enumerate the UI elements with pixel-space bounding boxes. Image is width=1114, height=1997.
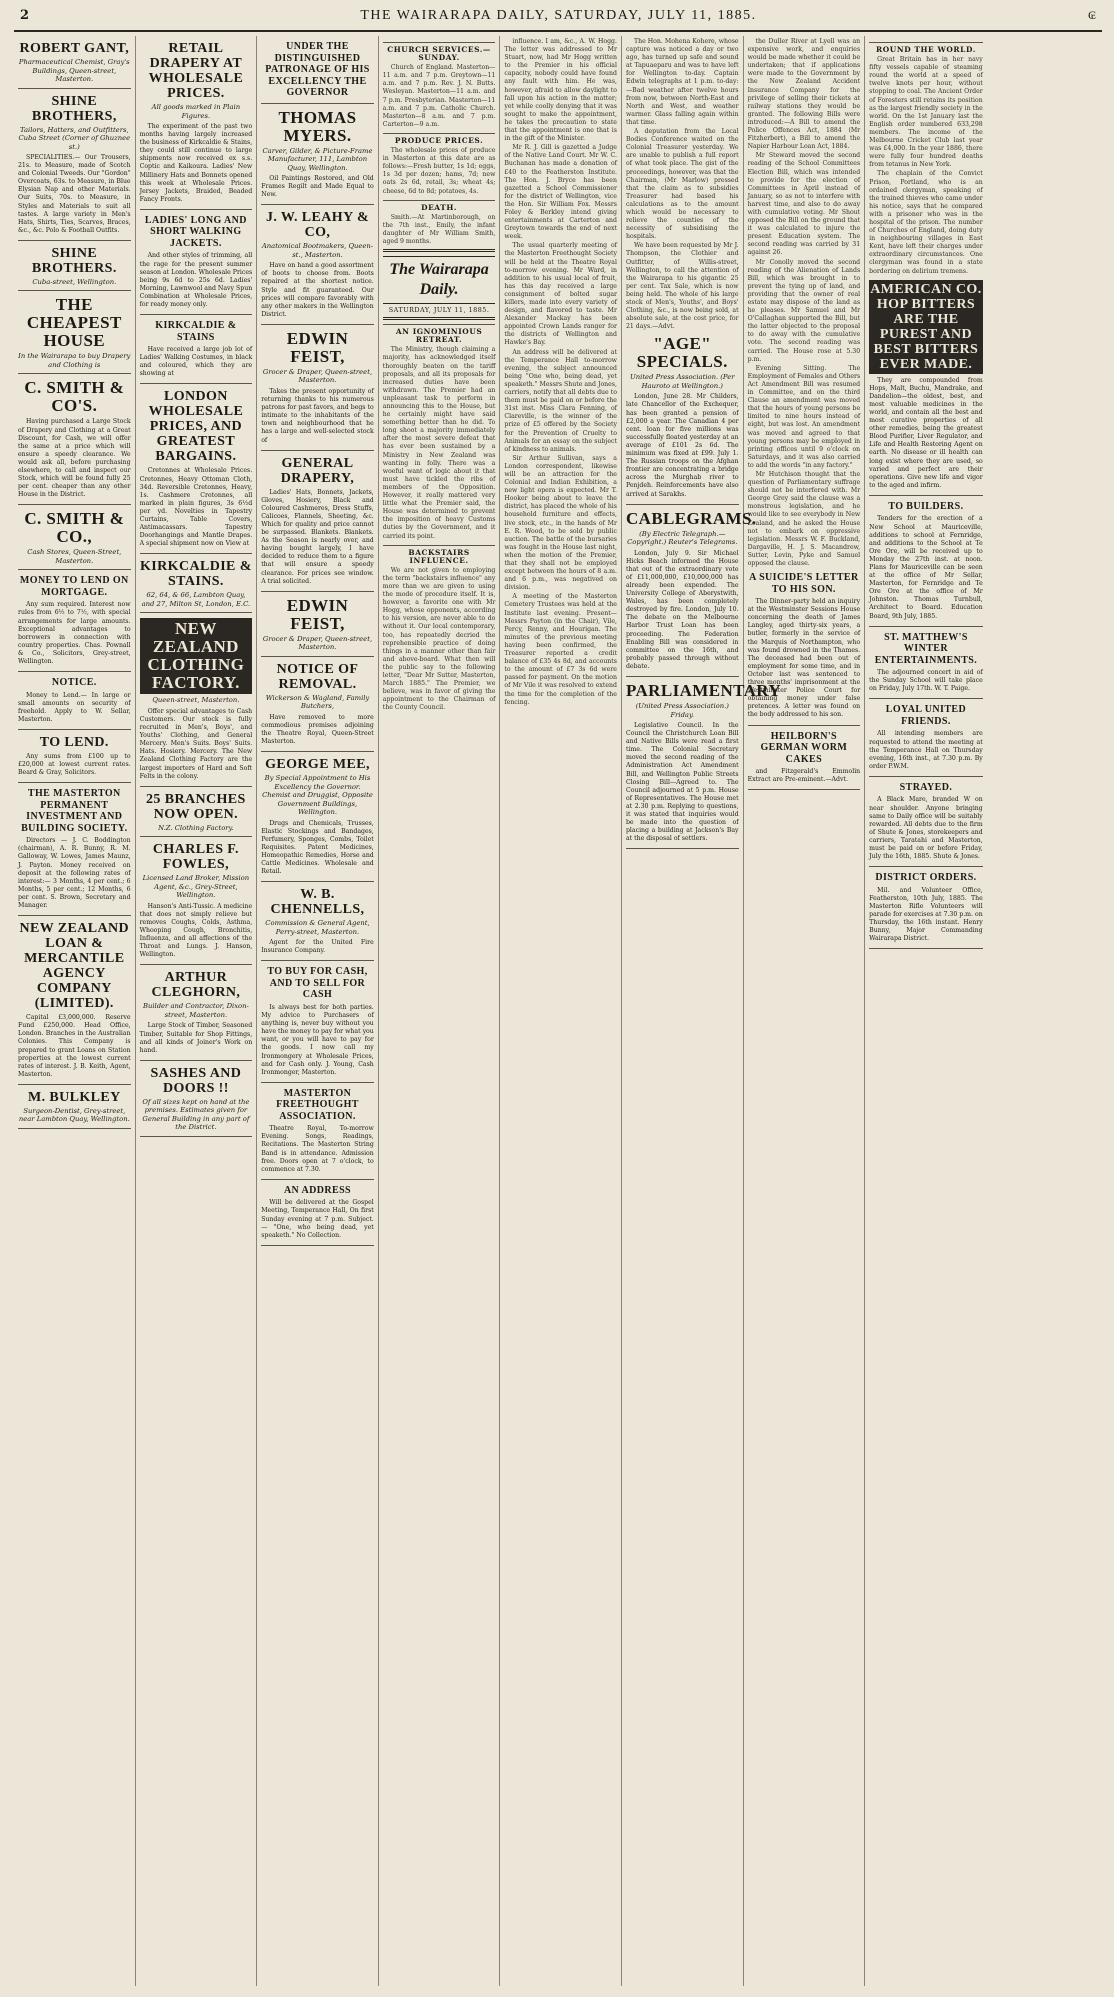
advertisement-heading: SHINE BROTHERS, [31, 93, 117, 124]
article-paragraph: Mr Conolly moved the second reading of the Alienation of Lands Bill, which was brought in to prevent the tying up of land, and providing that the owner of real estate may dispose of the land as he pleases. Mr Samuel and Mr O'Callaghan supported the Bill, but the latter objected to the proposal to do away with the cumulative vote. The second reading was carried. The House rose at 5.30 p.m. [747, 258, 861, 363]
advertisement-subheading: Wickerson & Wagland, Family Butchers, [265, 693, 370, 711]
column-container [14, 36, 1102, 1986]
article-paragraph: The usual quarterly meeting of the Masterton Freethought Society will be held at the Theatre Royal to-morrow evening. Mr Ward, in addition to his usual local of fruit, has this day received a large consignment of bolted sugar killers, made into every variety of design, and flavored to taste. Mr Alexander Mackay has been appointed Crown Lands ranger for the districts of Wellington and Hawke's Bay. [504, 242, 617, 347]
advertisement-heading: "AGE" SPECIALS. [636, 334, 728, 372]
advertisement-body: Cretonnes at Wholesale Prices. Cretonnes, Heavy Ottoman Cloth, 34d. Reversible Cretonnes, Heavy, 1s. Cashmere Cretonnes, all marked in plain figures, 3s 6½d per yd. Novelties in Tapestry Curtains, Table Covers, Antimacassars. Tapestry Doorhangings and Mantle Drapes. A special shipment now on View at [139, 467, 253, 548]
advertisement-heading: GENERAL DRAPERY, [280, 455, 355, 486]
advertisement [261, 207, 374, 325]
advertisement-body: London, June 28. Mr Childers, late Chancellor of the Exchequer, has been granted a pension of £2,000 a year. The Canadian 4 per cent. loan for five millions was successfully floated yesterday at an average of £101 2s 6d. The minimum was fixed at £99. July 1. The Russian troops on the Afghan frontier are concentrating a bridge across the Murghab river to Penjdeh. Reinforcements have also arrived at Sarakhs. [625, 393, 739, 498]
advertisement [748, 569, 861, 725]
section-heading: CHURCH SERVICES.—SUNDAY. [383, 42, 496, 62]
advertisement-body: Takes the present opportunity of returning thanks to his numerous patrons for past favors, and begs to intimate to the inhabitants of the town and neighbourhood that he has a large and well-selected stock of [261, 387, 374, 444]
newspaper-column [257, 36, 379, 1986]
advertisement [140, 212, 253, 315]
newspaper-column [744, 36, 866, 1986]
advertisement-subheading: In the Wairarapa to buy Drapery and Clothing is [18, 352, 131, 369]
advertisement-subheading: 62, 64, & 66, Lambton Quay, and 27, Milton St, London, E.C. [141, 591, 251, 608]
advertisement-subheading: Cash Stores, Queen-Street, Masterton. [27, 548, 122, 565]
advertisement [869, 779, 983, 867]
newspaper-column [14, 36, 136, 1986]
advertisement-body: Is always best for both parties. My advice to Purchasers of anything is, never buy without you have the money to pay for what you want, or you will have to pay for the goods. I now call my Ironmongery at Wholesale Prices, and for Cash only. J. Young, Cash Ironmonger, Masterton. [261, 1003, 374, 1076]
advertisement-body: All intending members are requested to attend the meeting at the Temperance Hall on Thursday evening, 16th inst., at 7.30 p.m. By order P.W.M. [869, 730, 983, 770]
article-paragraph: Evening Sitting. The Employment of Females and Others Act Amendment Bill was resumed in Committee, and on the third Clause an amendment was moved that the hours of young persons be limited to nine hours instead of eight, but was lost. An amendment was moved and agreed to that young persons may be employed in printing offices until 9 o'clock on Saturdays, and it was also carried to add the words "in any factory." [747, 364, 861, 469]
advertisement [261, 453, 374, 592]
advertisement-heading: KIRKCALDIE & STAINS [155, 320, 237, 343]
advertisement-body: Any sum required. Interest now rules from 6½ to 7½, with special arrangements for large amounts. Exceptional advantages to borrowers in connection with country properties. Chas. Pownall & Co., Solicitors, Grey-street, Wellington. [18, 601, 131, 666]
article-paragraph: Sir Arthur Sullivan, says a London correspondent, likewise will be an attraction for the Colonial and Indian Exhibition, a new light opera is expected. Mr T. Hooker being about to leave the district, has placed the whole of his household furniture and effects, live stock, etc., in the hands of Mr E. R. Wood, to be sold by public auction. The battle of the bursaries was fought in the House last night, when the motion of the Premier, that they shall not be employed except between the hours of 8 a.m. and 6 p.m., was negatived on division. [504, 454, 617, 592]
advertisement-body: Drugs and Chemicals, Trusses, Elastic Stockings and Bandages, Perfumery, Sponges, Combs, Toilet Requisites. Patent Medicines, Homeopathic Remedies, Horse and Cattle Medicines. Wholesale and Retail. [261, 819, 374, 876]
article-paragraph: influence. I am, &c., A. W. Hogg. The letter was addressed to Mr Stuart, now, had Mr Hogg written to the Premier in his official capacity, nobody could have found any fault with him. He was, however, afraid to allow daylight to fall upon his action in the matter; yet while coolly denying that it was sought to make the appointment, he takes the precaution to state that the appointment is one that is in the gift of the Minister. [504, 38, 617, 143]
advertisement-heading: HEILBORN'S GERMAN WORM CAKES [760, 730, 848, 765]
advertisement-body: Legislative Council. In the Council the Christchurch Loan Bill and Native Bills were read a first time. The Colonial Secretary moved the second reading of the Administration Act Amendment Bill, and Wellington Public Streets Closing Bill—Agreed to. The Council adjourned at 5 p.m. House of Representatives. The House met at 2.30 p.m. Replying to questions, it was stated that inquiries would be made into the question of placing a building at Jackson's Bay at the disposal of settlers. [625, 722, 739, 843]
article-paragraph: An address will be delivered at the Temperance Hall to-morrow evening, the subject announced being "One who, being dead, yet speaketh." Messrs Shute and Jones, carriers, notify that all debts due to them must be paid on or before the 31st inst. Miss Clara Fenning, of Clareville, is the winner of the prize of £5 offered by the Society for the Prevention of Cruelty to Animals for an essay on the subject of kindness to animals. [504, 348, 617, 453]
advertisement-body: SPECIALITIES.— Our Trousers, 21s. to Measure, made of Scotch and Colonial Tweeds. Our "Gordon" Overcoats, 63s. to Measure, in Blue Elysian Nap and other Materials. Our Suits, 70s. to Measure, in Styles and Materials to suit all tastes. A large variety in Men's Hats, Shirts, Ties, Scarves, Braces, &c., &c. Polo & Football Outfits. [18, 154, 131, 234]
advertisement [748, 728, 861, 791]
editorial-dateline: SATURDAY, JULY 11, 1885. [388, 306, 490, 315]
article-paragraph: We have been requested by Mr J. Thompson, the Clothier and Outfitter, of Willis-street, Wellington, to call the attention of the Wairarapa to his gigantic 25 per cent. Tax Sale, which is now being held. The whole of his large stock of Men's, Youths', and Boys' Clothing, &c., is now being sold, at absolute sale, at the cost price, for 21 days.—Advt. [625, 242, 739, 331]
advertisement-heading: SASHES AND DOORS !! [150, 1065, 242, 1096]
advertisement [869, 629, 983, 700]
article-paragraph: Mr R. J. Gill is gazetted a Judge of the Native Land Court. Mr W. C. Buchanan has made a donation of £40 to the Featherston Institute. The Hon. J. Bryce has been gazetted a School Commissioner for the district of Wellington, vice the Hon. Sir William Fox. Messrs Foley & Berkley intend giving entertainments at Carterton and Greytown towards the end of next week. [504, 144, 617, 241]
advertisement-body: Directors — J. C. Boddington (chairman), A. R. Bunny, R. M. Galloway, W. Lowes, James Maunz, J. Payton. Money received on deposit at the following rates of interest:— 3 Months, 4 per cent.; 6 Months, 5 per cent.; 12 Months, 6 per cent. S. Brown, Secretary and Manager. [18, 837, 131, 910]
section-heading: BACKSTAIRS INFLUENCE. [383, 545, 496, 565]
advertisement-subheading: Carver, Gilder, & Picture-Frame Manufacturer, 111, Lambton Quay, Wellington. [262, 146, 373, 172]
advertisement [869, 277, 983, 496]
section-heading: PRODUCE PRICES. [383, 133, 496, 145]
advertisement-heading: LONDON WHOLESALE PRICES, AND GREATEST BARGAINS. [148, 389, 244, 465]
advertisement [261, 1182, 374, 1246]
advertisement-heading: C. SMITH & CO., [24, 509, 125, 547]
advertisement-heading: MASTERTON FREETHOUGHT ASSOCIATION. [276, 1087, 359, 1122]
advertisement-body: The adjourned concert in aid of the Sunday School will take place on Friday, July 17th. W. T. Paige. [869, 669, 983, 693]
advertisement-heading: ROBERT GANT, [19, 41, 130, 56]
advertisement-heading: A SUICIDE'S LETTER TO HIS SON. [749, 572, 859, 595]
advertisement [261, 1085, 374, 1180]
advertisement-heading: THE CHEAPEST HOUSE [26, 295, 122, 351]
advertisement-heading: THOMAS MYERS. [278, 107, 357, 145]
advertisement [18, 732, 131, 783]
advertisement [140, 556, 253, 613]
advertisement [261, 884, 374, 961]
advertisement-subheading: Pharmaceutical Chemist, Gray's Buildings, Queen-street, Masterton. [18, 58, 130, 83]
article-paragraph: A deputation from the Local Bodies Conference waited on the Colonial Treasurer yesterday. We are unable to publish a full report of what took place. The gist of the proceedings, however, was that the Chairman, (Mr Marlow) pressed that the claim as to subsidies Treasurer had based his calculations as to the amount which would be necessary to relieve the counties of the necessity of subsidising the hospitals. [625, 128, 739, 241]
advertisement [18, 38, 131, 89]
advertisement-subheading: Grocer & Draper, Queen-street, Masterton. [262, 367, 373, 385]
section-heading: ROUND THE WORLD. [869, 42, 983, 54]
advertisement-subheading: Grocer & Draper, Queen-street, Masterton. [262, 634, 373, 652]
article-paragraph: The chaplain of the Convict Prison, Portland, who is an ordained clergyman, speaking of the trained thieves who came under his notice, says that he compared with a prisoner who was in the hospital of the prison. The number of Churches of England, doing duty in neighbouring villages in East Kent, have left their charges under extraordinary circumstances. One clergyman was found in a state bordering on delirium tremens. [869, 170, 983, 275]
article-paragraph: Smith.—At Martinborough, on the 7th inst., Emily, the infant daughter of Mr William Smith, aged 9 months. [382, 213, 496, 245]
advertisement-heading: GEORGE MEE, [265, 757, 370, 773]
advertisement-heading: TO LEND. [39, 735, 109, 750]
advertisement [140, 317, 253, 384]
advertisement [18, 918, 131, 1085]
advertisement-subheading: Anatomical Bootmakers, Queen-st., Masterton. [261, 242, 374, 259]
advertisement-body: They are compounded from Hops, Malt, Buchu, Mandrake, and Dandelion—the oldest, best, and most valuable medicines in the world, and contain all the best and most curative properties of all other remedies, being the greatest Blood Purifier, Liver Regulator, and Life and Health Restoring Agent on earth. No disease or ill health can long exist where they are used, so varied and perfect are their operations. Give new life and vigor to the aged and infirm. [869, 376, 983, 489]
advertisement-body: Offer special advantages to Cash Customers. Our stock is fully recruited in Men's, Boys', and Youths' Clothing, and General Mercery. Men's Suits. Boys' Suits. Hats. Hosiery. Mercery. The New Zealand Clothing Factory are the largest importers of Hard and Soft Felts in the colony. [139, 707, 253, 780]
newspaper-column [500, 36, 622, 1986]
advertisement [18, 91, 131, 241]
advertisement-body: Have removed to more commodious premises adjoining the Theatre Royal, Queen-Street Masterton. [261, 713, 374, 745]
advertisement [625, 507, 757, 677]
advertisement-heading: NOTICE. [51, 677, 97, 689]
advertisement-body: And other styles of trimming, all the rage for the present summer season at London. Wholesale Prices being 9s 6d to 25s 6d. Ladies' Morning, Lawnwool and Navy Spun Combination at Wholesale Prices, for ready money only. [139, 252, 253, 308]
advertisement [18, 572, 131, 672]
advertisement [261, 327, 374, 451]
advertisement-subheading: By Special Appointment to His Excellency the Governor. Chemist and Druggist, Opposite Government Buildings, Wellington. [262, 774, 373, 817]
advertisement-heading: C. SMITH & CO'S. [24, 378, 125, 416]
advertisement-heading: W. B. CHENNELLS, [270, 887, 365, 918]
advertisement-heading: UNDER THE DISTINGUISHED PATRONAGE OF HIS EXCELLENCY THE GOVERNOR [265, 41, 370, 98]
advertisement-subheading: Commission & General Agent, Perry-street, Masterton. [265, 919, 370, 936]
advertisement [626, 332, 739, 504]
advertisement-subheading: Cuba-street, Wellington. [32, 277, 117, 286]
advertisement [18, 376, 131, 505]
advertisement-body: Have received a large job lot of Ladies' Walking Costumes, in black and coloured, which they are showing at [139, 346, 253, 378]
advertisement-body: Will be delivered at the Gospel Meeting, Temperance Hall, On first Sunday evening at 7 p.m. Subject.— "One, who being dead, yet speaketh." No Collection. [261, 1199, 374, 1239]
advertisement-subheading: Licensed Land Broker, Mission Agent, &c., Grey-Street, Wellington. [142, 874, 250, 900]
advertisement [140, 386, 253, 554]
section-heading: AN IGNOMINIOUS RETREAT. [383, 324, 496, 344]
advertisement-heading: TO BUY FOR CASH, AND TO SELL FOR CASH [267, 966, 368, 1001]
advertisement-body: Mil. and Volunteer Office, Featherston, 10th July, 1885. The Masterton Rifle Volunteers will parade for exercises at 7.30 p.m. on Thursday, the 16th instant. Henry Bunny, Major Commanding Wairarapa District. [869, 886, 983, 943]
article-paragraph: Great Britain has in her navy fifty vessels capable of steaming round the world at a speed of twelve knots per hour, without stopping to coal. The Ancient Order of Foresters still retains its position as the largest friendly society in the world. On the 1st January last the English order numbered 633,298 members. The income of the Melbourne Cricket Club last year was £4,000. In the year 1886, there were fully four hundred deaths from tetanus in New York. [869, 56, 983, 169]
advertisement-heading: AMERICAN CO. HOP BITTERS ARE THE PUREST AND BEST BITTERS EVER MADE. [870, 281, 982, 372]
advertisement-heading: MONEY TO LEND ON MORTGAGE. [19, 575, 129, 598]
advertisement [261, 38, 374, 104]
advertisement-heading: EDWIN FEIST, [286, 595, 349, 633]
advertisement [18, 507, 131, 570]
advertisement-body: Tenders for the erection of a New School at Mauriceville, additions to school at Fernridge, and additions to the School at Te Ore Ore, will be received up to Monday the 27th inst. at noon. Plans for Mauriceville can be seen at the office of Mr Sellar, Masterton, for Fernridge and Te Ore Ore at the office of Mr Johnston. Thomas Turnbull, Architect to Board. Education Board, 9th July, 1885. [869, 515, 983, 620]
advertisement-heading: STRAYED. [899, 781, 953, 793]
advertisement-body: London, July 9. Sir Michael Hicks Beach informed the House that out of the extraordinary vote of £11,000,000, £10,000,000 has already been expended. The University College of Aberystwith, Wales, has been completely destroyed by fire. London, July 10. The debate on the Melbourne Harbor Trust Loan has been proceeding. The Federation Enabling Bill was considered in committee on the 16th, and probably passed through without debate. [625, 549, 739, 670]
advertisement-subheading: (United Press Association.) Friday. [635, 702, 729, 719]
advertisement-subheading: N.Z. Clothing Factory. [158, 823, 234, 832]
page-masthead [14, 8, 1102, 32]
article-paragraph: Church of England. Masterton—11 a.m. and 7 p.m. Greytown—11 a.m. and 7 p.m. Rev. J. N. Butts. Wesleyan. Masterton—11 a.m. and 7 p.m. Presbyterian. Masterton—11 a.m. and 7 p.m. Catholic Church. Masterton—8 a.m. and 7 p.m. Carterton—9 a.m. [382, 64, 496, 128]
advertisement-subheading: Builder and Contractor, Dixon-street, Masterton. [142, 1002, 249, 1019]
advertisement-body: Money to Lend.— In large or small amounts on security of freehold. Apply to W. Sellar, Masterton. [18, 691, 131, 723]
advertisement [261, 754, 374, 882]
advertisement [261, 594, 374, 657]
advertisement-heading: RETAIL DRAPERY AT WHOLESALE PRICES. [148, 41, 244, 101]
advertisement-heading: AN ADDRESS [283, 1184, 352, 1196]
advertisement-body: The experiment of the past two months having largely increased the business of Kirkcaldie & Stains, they could still continue to large shipments now received ex s.s. Coptic and Kaikoura. Ladies' New Millinery Hats and Bonnets opened this week at Wholesale Prices. Jersey Jackets, Braided, Beaded Fancy Fronts. [139, 123, 253, 203]
double-rule [383, 317, 496, 320]
advertisement-body: Large Stock of Timber, Seasoned Timber, Suitable for Shop Fittings, and all kinds of Joiner's Work on hand. [139, 1022, 253, 1054]
advertisement [18, 674, 131, 730]
newspaper-column [136, 36, 258, 1986]
newspaper-column [622, 36, 782, 1986]
advertisement [869, 498, 983, 627]
advertisement-body: Ladies' Hats, Bonnets, Jackets, Gloves, Hosiery, Black and Coloured Cashmeres, Dress Stuffs, Calicoes, Flannels, Sheeting, &c. Which for quality and price cannot be surpassed. Blankets. Blankets. As the Season is nearly over, and having bought largely, I have decided to reduce them to a figure that will ensure a speedy clearance. For prices see window. A trial solicited. [261, 488, 374, 585]
advertisement-subheading: Surgeon-Dentist, Grey-street, near Lambton Quay, Wellington. [18, 1106, 130, 1124]
advertisement [140, 789, 253, 838]
advertisement [18, 785, 131, 916]
advertisement-subheading: (By Electric Telegraph.—Copyright.) Reuter's Telegrams. [627, 529, 738, 547]
advertisement-body: and Fitzgerald's Emmolin Extract are Pre-eminent.—Advt. [747, 768, 861, 784]
article-paragraph: We are not given to employing the term "backstairs influence" any more than we are given to using the mode of procedure itself. It is, however, a favorite one with Mr Hogg, whose opponents, according to his version, are never able to do without it. Our local contemporary, too, has repeatedly decried the reprehensible practice of doing things in a manner other than fair and above-board. What then will the public say to the following letter, "Dear Mr Sutter, Masterton, March 1885." The Premier, we believe, was in favor of giving the appointment to the Chairman of the County Council. [382, 566, 496, 712]
advertisement [261, 963, 374, 1082]
advertisement-heading: M. BULKLEY [27, 1089, 121, 1105]
advertisement-heading: PARLIAMENTARY [625, 681, 782, 700]
advertisement-body: Any sums from £100 up to £20,000 at lowest current rates. Beard & Gray, Solicitors. [18, 753, 131, 777]
article-paragraph: The wholesale prices of produce in Masterton at this date are as follows:—Fresh butter, 1s 1d; eggs, 1s 3d per dozen; hams, 7d; new oats 2s 6d, retail, 3s; wheat 4s; cheese, 6d to 8d; potatoes, 4s. [382, 147, 496, 195]
advertisement-heading: DISTRICT ORDERS. [875, 872, 977, 884]
article-paragraph: The Hon. Mohena Kohere, whose capture was noticed a day or two ago, has turned up safe and sound at Tapuaeparu and was to have left for Wellington to-day. Captain Edwin telegraphs at 1 p.m. to-day:—Bad weather after twelve hours from now, between North-East and North and West, and weather warmer. Glass falling again within that time. [625, 38, 739, 126]
advertisement-heading: EDWIN FEIST, [286, 328, 349, 366]
advertisement-heading: ST. MATTHEW'S WINTER ENTERTAINMENTS. [874, 631, 978, 666]
advertisement-subheading: Queen-street, Masterton. [152, 696, 240, 705]
advertisement [869, 869, 983, 949]
advertisement-subheading: Of all sizes kept on hand at the premises. Estimates given for General Building in any part of the District. [142, 1097, 250, 1132]
advertisement-body: Have on hand a good assortment of boots to choose from. Boots repaired at the shortest notice. Style and fit guaranteed. Our prices will compare favorably with any other makers in the Wellington District. [261, 262, 374, 318]
double-rule [383, 249, 496, 252]
advertisement-subheading: United Press Association. (Per Hauroto at Wellington.) [630, 373, 735, 390]
advertisement-heading: SHINE BROTHERS. [31, 245, 117, 276]
advertisement-body: Theatre Royal, To-morrow Evening. Songs, Readings, Recitations. The Masterton String Band is in attendance. Admission free. Doors open at 7 o'clock, to commence at 7.30. [261, 1125, 374, 1173]
advertisement [869, 701, 983, 776]
advertisement-subheading: All goods marked in Plain Figures. [151, 103, 241, 120]
article-paragraph: A meeting of the Masterton Cemetery Trustees was held at the Institute last evening. Present—Messrs Payton (in the Chair), Vile, Percy, Renny, and Hourigan. The minutes of the previous meeting having been confirmed, the Treasurer reported a credit balance of £35 4s 8d, and accounts to the amount of £7 3s 6d were passed for payment. On the motion of Mr Vile it was resolved to extend the time for the completion of the fencing. [504, 593, 617, 706]
advertisement-heading: ARTHUR CLEGHORN, [151, 970, 241, 1001]
advertisement [140, 1063, 253, 1137]
advertisement-body: A Black Mare, branded W on near shoulder. Anyone bringing same to Daily office will be suitably rewarded. All debts due to the firm of Shute & Jones, storekeepers and carriers, Taratahi and Masterton, must be paid on or before Friday, July the 16th, 1885. Shute & Jones. [869, 796, 983, 861]
advertisement-body: The Dinner-party held an inquiry at the Westminster Sessions House concerning the death of James Langley, aged thirty-six years, a butler, formerly in the service of the Marquis of Northampton, who was found drowned in the Thames. The deceased had been out of employment for some time, and in October last was sentenced to three months' imprisonment at the Westminster Police Court for obtaining money under false pretences. A letter was found on the body addressed to his son. [747, 598, 861, 719]
advertisement [140, 839, 253, 965]
newspaper-column [865, 36, 987, 1986]
advertisement-heading: CHARLES F. FOWLES, [152, 842, 239, 873]
advertisement-heading: THE MASTERTON PERMANENT INVESTMENT AND BUILDING SOCIETY. [21, 788, 128, 834]
advertisement-body: Hanson's Anti-Tussic. A medicine that does not simply relieve but removes Coughs, Colds, Asthma, Whooping Cough, Bronchitis, Influenza, and all affections of the Throat and Lungs. J. Hanson, Wellington. [139, 902, 253, 959]
advertisement [625, 679, 782, 849]
advertisement-body: Having purchased a Large Stock of Drapery and Clothing at a Great Discount, for Cash, we will offer the same at a price which will ensure a speedy clearance. We would ask all, before purchasing elsewhere, to call and inspect our Stock, which will be found fully 25 per cent. cheaper than any other House in the District. [18, 418, 131, 499]
advertisement-heading: TO BUILDERS. [888, 500, 964, 512]
advertisement-heading: NEW ZEALAND LOAN & MERCANTILE AGENCY COMPANY (LIMITED). [19, 921, 130, 1012]
advertisement-heading: 25 BRANCHES NOW OPEN. [146, 791, 246, 822]
advertisement-heading: NOTICE OF REMOVAL. [276, 661, 359, 692]
advertisement-heading: LOYAL UNITED FRIENDS. [885, 704, 967, 727]
advertisement [140, 967, 253, 1060]
article-paragraph: the Duller River at Lyell was an expensive work, and enquiries would be made whether it could be undertaken; that if applications were made to the Government by the New Zealand Accident Insurance Company for the privilege of selling their tickets at railway stations they would be granted. The following Bills were introduced:—A Bill to amend the Police Offences Act, 1884 (Mr Fitzherbert), a Bill to amend the Napier Harbour Loan Act, 1884. [747, 38, 861, 151]
advertisement-subheading: Tailors, Hatters, and Outfitters, Cuba Street (Corner of Ghuznee st.) [18, 125, 131, 151]
newspaper-column [379, 36, 501, 1986]
advertisement [261, 659, 374, 752]
advertisement [18, 1087, 131, 1129]
advertisement-body: Oil Paintings Restored, and Old Frames Regilt and Made Equal to New. [261, 175, 374, 199]
advertisement [140, 615, 253, 786]
advertisement [140, 38, 253, 210]
advertisement [18, 293, 131, 374]
page-folio: ₢ [1087, 8, 1096, 22]
article-paragraph: The Ministry, though claiming a majority, has acknowledged itself thoroughly beaten on the tariff proposals, and all its proposals for increased duties have been withdrawn. The Premier had an unpleasant task to perform in announcing this to the House, but he certainly might have said something better than he did. To long shoot a majority immediately after the most severe defeat that has ever been sustained by a Ministry in New Zealand was wanting in folly. There was a woeful want of logic about it that must have tickled the ribs of members of the Opposition. However, it really mattered very little what the Premier said, the House was determined to prevent the imposition of heavy Customs duties by the Government, and it carried its point. [382, 346, 496, 540]
advertisement-heading: J. W. LEAHY & CO, [265, 210, 370, 241]
article-paragraph: Mr Steward moved the second reading of the School Committees Election Bill, which was intended to provide for the election of Committees in April instead of January, so as not to interfere with harvest time, and also to do away with cumulative voting. Mr Shout opposed the Bill on the ground that it was calculated to injure the present Education system. The second reading was carried by 31 against 26. [747, 152, 861, 257]
advertisement [18, 243, 131, 292]
advertisement-body: Capital £3,000,000. Reserve Fund £250,000. Head Office, London. Branches in the Australian Colonies. This Company is prepared to grant Loans on Station properties at the lowest current rates of interest. J. B. Keith, Agent, Masterton. [18, 1014, 131, 1078]
advertisement-heading: KIRKCALDIE & STAINS. [140, 559, 252, 590]
article-paragraph: Mr Hutchison thought that the question of Parliamentary suffrage should not be interfered with. Mr George Grey said the clause was a monstrous legislation, and he would like to see everybody in New Zealand, and he asked the House not to embark on oppressive legislation. Messrs W. F. Buckland, Dargaville, H. J. S. Macandrew, Sutter, Levin, Pyke and Samuel opposed the clause. [747, 470, 861, 567]
advertisement [261, 106, 374, 206]
advertisement-heading: CABLEGRAMS. [625, 508, 757, 528]
section-heading: DEATH. [383, 200, 496, 212]
advertisement-body: Agent for the United Fire Insurance Company. [261, 939, 374, 955]
advertisement-heading: LADIES' LONG AND SHORT WALKING JACKETS. [144, 214, 247, 249]
newspaper-title: THE WAIRARAPA DAILY, SATURDAY, JULY 11, 1885. [360, 8, 757, 23]
advertisement-heading: NEW ZEALAND CLOTHING FACTORY. [140, 618, 253, 694]
page-number: 2 [20, 8, 30, 23]
editorial-masthead: The Wairarapa Daily. [383, 256, 496, 304]
